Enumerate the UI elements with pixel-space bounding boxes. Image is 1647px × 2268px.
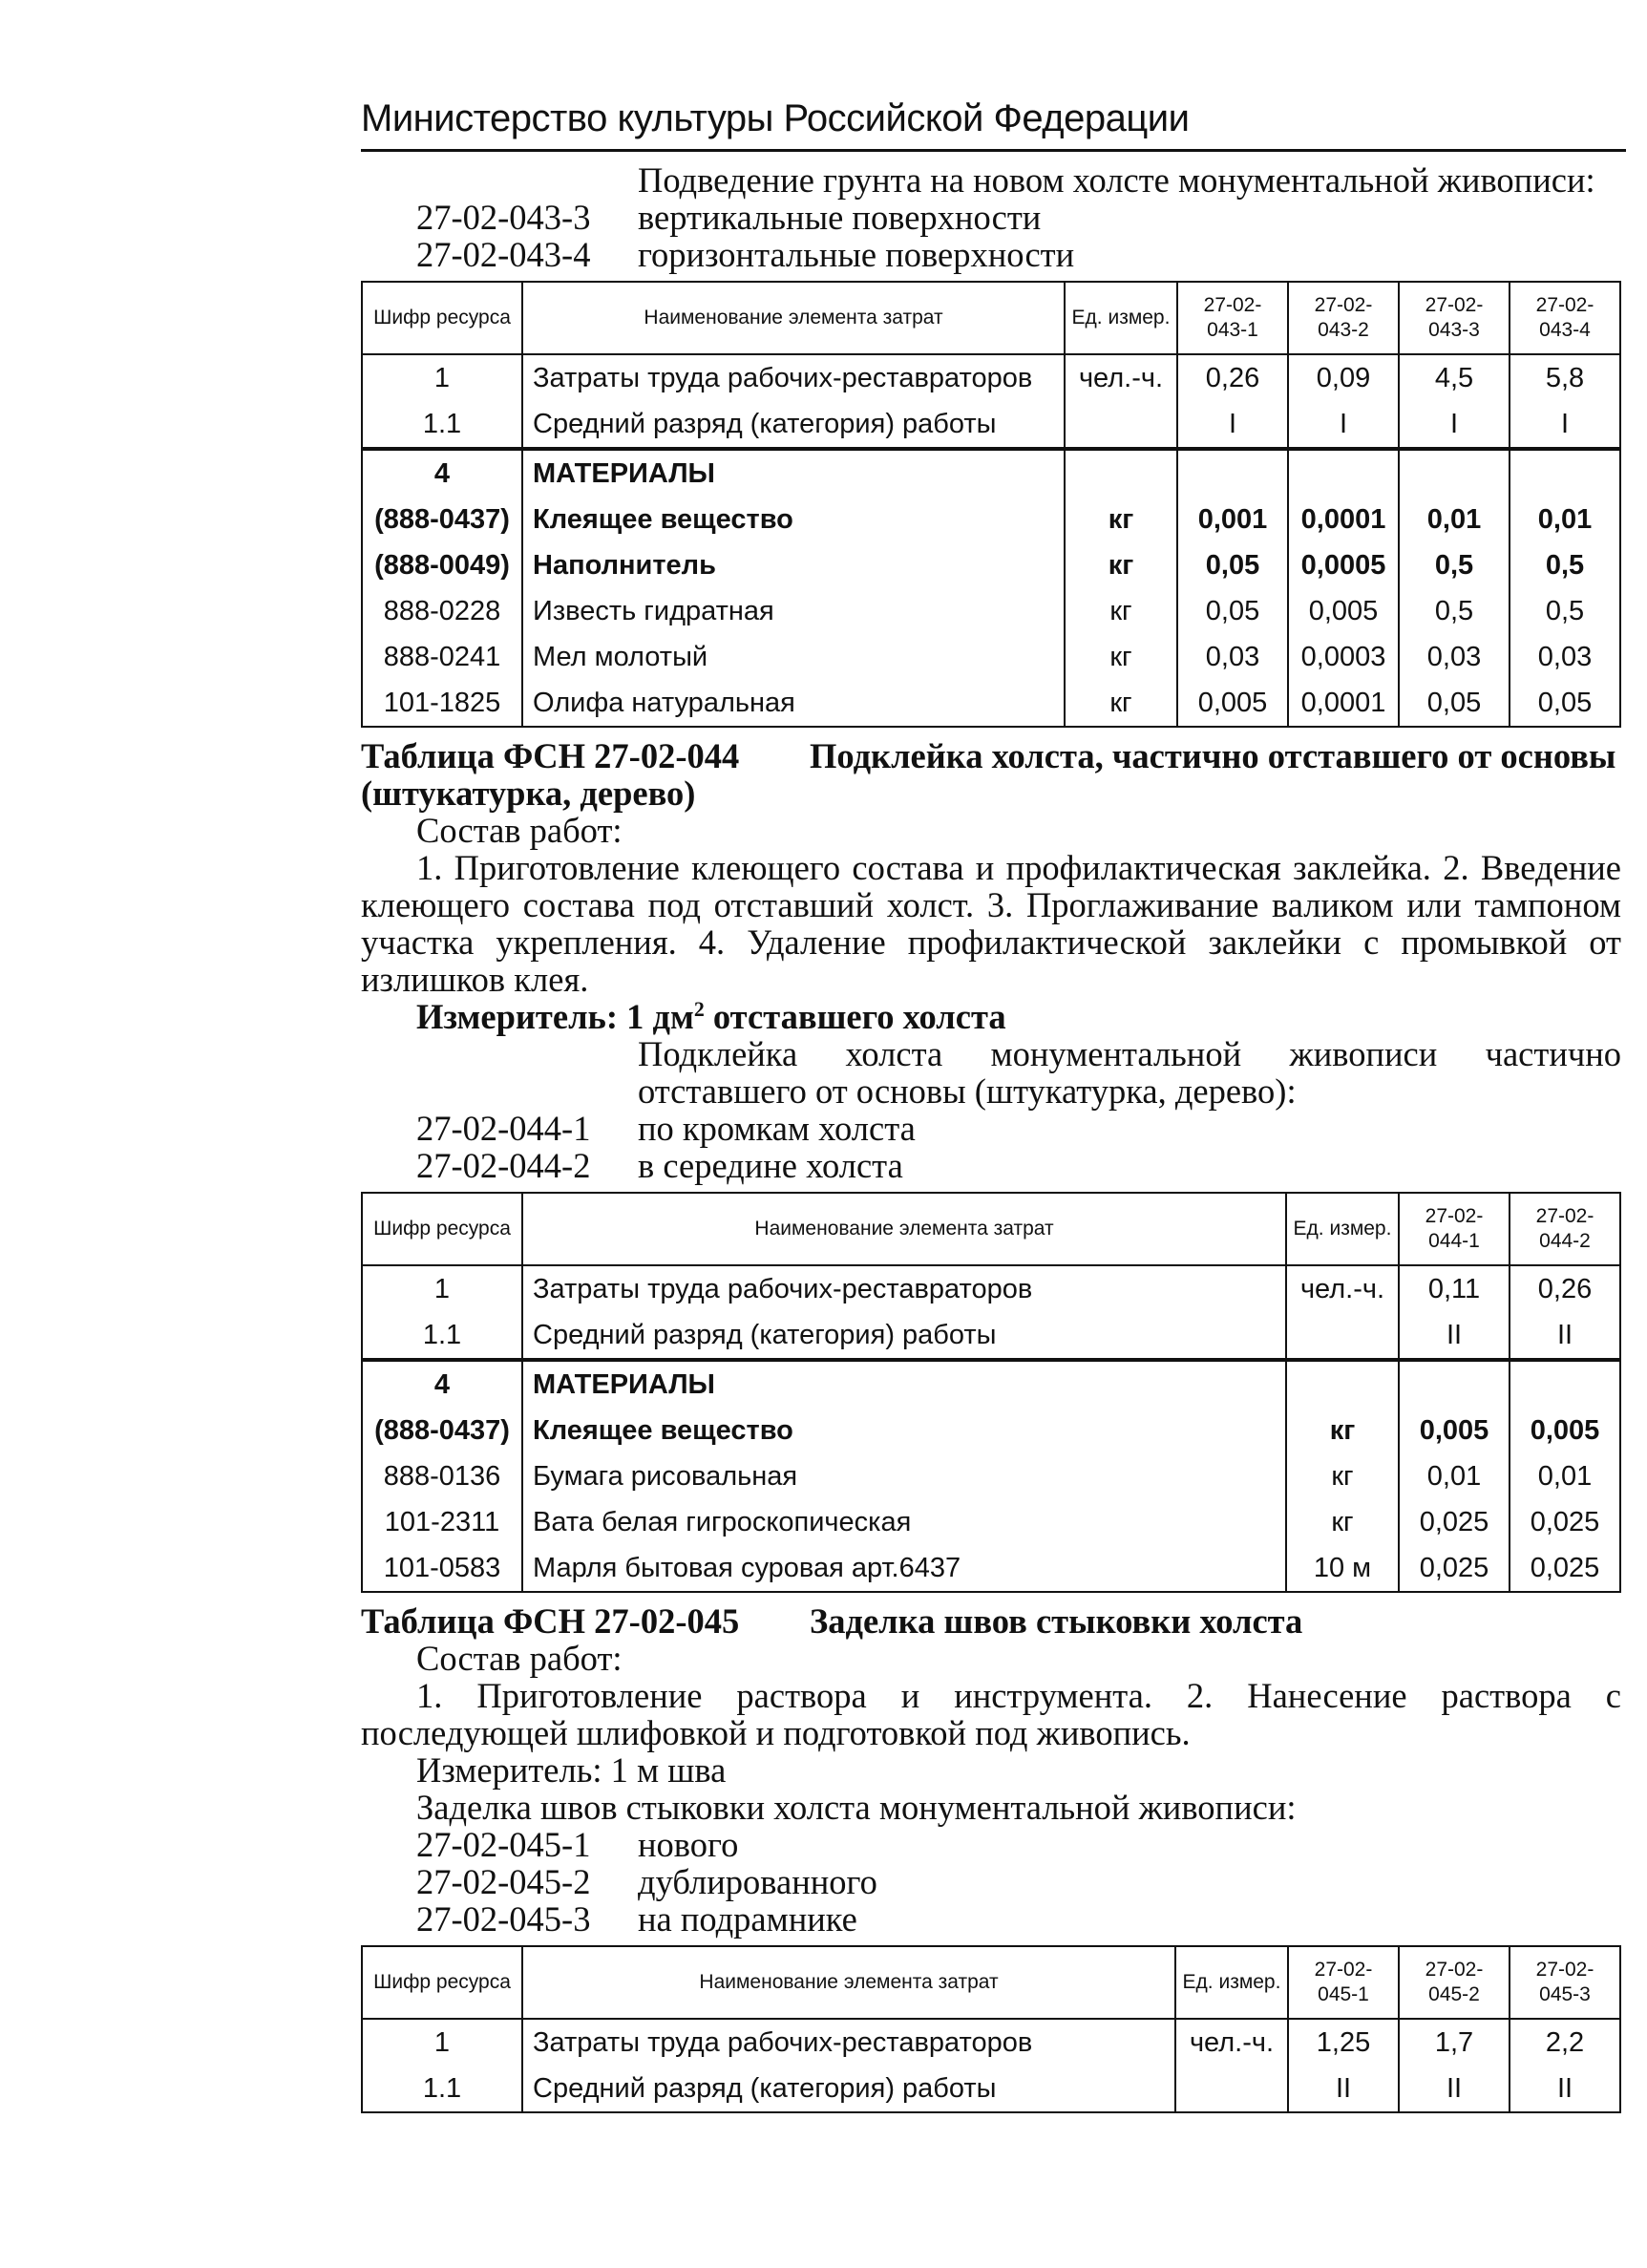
measure-prefix: Измеритель: 1 дм bbox=[416, 997, 694, 1036]
table-row bbox=[362, 497, 1620, 542]
cell-unit: кг bbox=[1065, 680, 1177, 727]
cell-value: 0,025 bbox=[1510, 1499, 1620, 1545]
cell-value bbox=[1177, 449, 1288, 497]
cell-unit bbox=[1286, 1312, 1399, 1360]
item-text: горизонтальные поверхности bbox=[638, 235, 1075, 274]
table-row bbox=[362, 634, 1620, 680]
cell-unit: чел.-ч. bbox=[1286, 1265, 1399, 1312]
table-row bbox=[362, 1499, 1620, 1545]
header-col: 27-02-043-1 bbox=[1177, 282, 1288, 354]
block-item bbox=[361, 1147, 1621, 1184]
header-name: Наименование элемента затрат bbox=[522, 1193, 1286, 1265]
header-unit: Ед. измер. bbox=[1065, 282, 1177, 354]
cell-value: I bbox=[1288, 401, 1399, 449]
cell-name: Средний разряд (категория) работы bbox=[522, 401, 1065, 449]
header-col: 27-02-044-1 bbox=[1399, 1193, 1510, 1265]
works-text: 1. Приготовление клеющего состава и профилактическая заклейка. 2. Введение клеющего состава под отставший холст. 3. Проглаживание валиком или тампоном участка укрепления. 4. Удаление профилактической заклейки с промывкой от излишков клея. bbox=[361, 848, 1621, 999]
cell-name: Известь гидратная bbox=[522, 588, 1065, 634]
cell-value: II bbox=[1510, 1312, 1620, 1360]
measure-suffix: отставшего холста bbox=[704, 997, 1006, 1036]
block1-item bbox=[361, 199, 1621, 236]
block-heading: Заделка швов стыковки холста монументальной живописи: bbox=[416, 1788, 1297, 1827]
cell-value: 2,2 bbox=[1510, 2019, 1620, 2066]
cell-value: 0,05 bbox=[1177, 588, 1288, 634]
header-col: 27-02-043-2 bbox=[1288, 282, 1399, 354]
cell-code: 101-0583 bbox=[362, 1545, 522, 1592]
cell-name: МАТЕРИАЛЫ bbox=[522, 1360, 1286, 1408]
cell-value: 0,05 bbox=[1399, 680, 1510, 727]
cell-code: 1.1 bbox=[362, 2066, 522, 2112]
header-col: 27-02-044-2 bbox=[1510, 1193, 1620, 1265]
cell-unit: кг bbox=[1065, 497, 1177, 542]
table-row bbox=[362, 354, 1620, 401]
table-title bbox=[361, 737, 1621, 774]
cell-code: 888-0136 bbox=[362, 1453, 522, 1499]
cell-unit: кг bbox=[1065, 542, 1177, 588]
cell-name: Вата белая гигроскопическая bbox=[522, 1499, 1286, 1545]
block-heading: Подклейка холста монументальной живописи частично отставшего от основы (штукатурка, дерево): bbox=[638, 1034, 1621, 1111]
table-row bbox=[362, 588, 1620, 634]
header-code: Шифр ресурса bbox=[362, 282, 522, 354]
cell-unit: чел.-ч. bbox=[1065, 354, 1177, 401]
cell-value bbox=[1399, 1360, 1510, 1408]
block1-heading: Подведение грунта на новом холсте монументальной живописи: bbox=[638, 160, 1595, 200]
cell-value: 1,25 bbox=[1288, 2019, 1399, 2066]
item-code: 27-02-044-2 bbox=[416, 1146, 591, 1185]
header-rule bbox=[361, 149, 1626, 152]
cell-code: (888-0437) bbox=[362, 1408, 522, 1453]
measure bbox=[361, 998, 1621, 1035]
cell-value: 0,03 bbox=[1510, 634, 1620, 680]
cell-code: 101-1825 bbox=[362, 680, 522, 727]
item-code: 27-02-045-3 bbox=[416, 1899, 591, 1939]
resource-table-1 bbox=[361, 281, 1621, 728]
cell-value: 0,0003 bbox=[1288, 634, 1399, 680]
header-name: Наименование элемента затрат bbox=[522, 282, 1065, 354]
cell-value: 0,0001 bbox=[1288, 497, 1399, 542]
cell-value: 0,09 bbox=[1288, 354, 1399, 401]
table-title-text: Заделка швов стыковки холста bbox=[810, 1601, 1303, 1641]
block1 bbox=[361, 161, 1621, 273]
header-code: Шифр ресурса bbox=[362, 1946, 522, 2019]
block1-item bbox=[361, 236, 1621, 273]
cell-code: 1.1 bbox=[362, 401, 522, 449]
measure-sup: 2 bbox=[693, 996, 705, 1021]
cell-unit bbox=[1065, 449, 1177, 497]
cell-value: 0,5 bbox=[1399, 588, 1510, 634]
cell-code: 888-0228 bbox=[362, 588, 522, 634]
section-045 bbox=[361, 1602, 1621, 1938]
header-col: 27-02-045-1 bbox=[1288, 1946, 1399, 2019]
cell-value: 0,5 bbox=[1399, 542, 1510, 588]
table-row bbox=[362, 1453, 1620, 1499]
table-title-text: Подклейка холста, частично отставшего от основы bbox=[810, 736, 1616, 775]
resource-table-3 bbox=[361, 1945, 1621, 2113]
table-row bbox=[362, 1312, 1620, 1360]
cell-name: Средний разряд (категория) работы bbox=[522, 2066, 1175, 2112]
cell-value: 5,8 bbox=[1510, 354, 1620, 401]
cell-name: Клеящее вещество bbox=[522, 497, 1065, 542]
cell-unit bbox=[1065, 401, 1177, 449]
cell-name: Затраты труда рабочих-реставраторов bbox=[522, 2019, 1175, 2066]
header-col: 27-02-045-3 bbox=[1510, 1946, 1620, 2019]
header-col: 27-02-043-4 bbox=[1510, 282, 1620, 354]
table-row bbox=[362, 680, 1620, 727]
cell-unit bbox=[1286, 1360, 1399, 1408]
cell-unit: чел.-ч. bbox=[1175, 2019, 1288, 2066]
block-item bbox=[361, 1863, 1621, 1900]
cell-value: 0,05 bbox=[1510, 680, 1620, 727]
table-row bbox=[362, 1360, 1620, 1408]
cell-value: 0,001 bbox=[1177, 497, 1288, 542]
table-header-row bbox=[362, 282, 1620, 354]
table-row bbox=[362, 2066, 1620, 2112]
cell-code: 1 bbox=[362, 354, 522, 401]
cell-value: I bbox=[1399, 401, 1510, 449]
table-title-continuation: (штукатурка, дерево) bbox=[361, 774, 696, 813]
table-header-row bbox=[362, 1193, 1620, 1265]
cell-value bbox=[1399, 449, 1510, 497]
cell-value: 0,01 bbox=[1399, 497, 1510, 542]
cell-value: I bbox=[1510, 401, 1620, 449]
item-text: по кромкам холста bbox=[638, 1109, 916, 1148]
item-text: вертикальные поверхности bbox=[638, 198, 1042, 237]
cell-value: 0,005 bbox=[1399, 1408, 1510, 1453]
item-code: 27-02-043-3 bbox=[416, 198, 591, 237]
cell-code: 4 bbox=[362, 1360, 522, 1408]
cell-value: 4,5 bbox=[1399, 354, 1510, 401]
cell-name: Затраты труда рабочих-реставраторов bbox=[522, 1265, 1286, 1312]
block-item bbox=[361, 1826, 1621, 1863]
cell-value: 0,025 bbox=[1399, 1545, 1510, 1592]
cell-code: 1 bbox=[362, 2019, 522, 2066]
table-row bbox=[362, 2019, 1620, 2066]
cell-code: (888-0049) bbox=[362, 542, 522, 588]
cell-value: 0,025 bbox=[1510, 1545, 1620, 1592]
cell-code: 1 bbox=[362, 1265, 522, 1312]
table-row bbox=[362, 1545, 1620, 1592]
cell-code: 888-0241 bbox=[362, 634, 522, 680]
header-col: 27-02-045-2 bbox=[1399, 1946, 1510, 2019]
cell-name: Бумага рисовальная bbox=[522, 1453, 1286, 1499]
cell-name: Средний разряд (категория) работы bbox=[522, 1312, 1286, 1360]
table-header-row bbox=[362, 1946, 1620, 2019]
cell-value: I bbox=[1177, 401, 1288, 449]
cell-name: Олифа натуральная bbox=[522, 680, 1065, 727]
cell-value: 0,5 bbox=[1510, 542, 1620, 588]
cell-value bbox=[1288, 449, 1399, 497]
cell-name: Мел молотый bbox=[522, 634, 1065, 680]
cell-value: 0,01 bbox=[1510, 1453, 1620, 1499]
table-title bbox=[361, 1602, 1621, 1640]
header-unit: Ед. измер. bbox=[1286, 1193, 1399, 1265]
item-text: дублированного bbox=[638, 1862, 877, 1901]
cell-value: II bbox=[1510, 2066, 1620, 2112]
cell-value: 0,005 bbox=[1510, 1408, 1620, 1453]
item-text: в середине холста bbox=[638, 1146, 903, 1185]
cell-value: 0,0001 bbox=[1288, 680, 1399, 727]
item-code: 27-02-043-4 bbox=[416, 235, 591, 274]
cell-value: 0,01 bbox=[1510, 497, 1620, 542]
header-name: Наименование элемента затрат bbox=[522, 1946, 1175, 2019]
block-item bbox=[361, 1110, 1621, 1147]
cell-code: 101-2311 bbox=[362, 1499, 522, 1545]
cell-value: 0,5 bbox=[1510, 588, 1620, 634]
cell-unit: кг bbox=[1065, 588, 1177, 634]
cell-value: 0,01 bbox=[1399, 1453, 1510, 1499]
cell-value: 0,025 bbox=[1399, 1499, 1510, 1545]
running-head: Министерство культуры Российской Федерации bbox=[361, 97, 1190, 139]
cell-value: 0,26 bbox=[1177, 354, 1288, 401]
table-number: Таблица ФСН 27-02-044 bbox=[361, 736, 740, 775]
cell-code: 4 bbox=[362, 449, 522, 497]
table-row bbox=[362, 1265, 1620, 1312]
cell-value: 0,03 bbox=[1177, 634, 1288, 680]
table-number: Таблица ФСН 27-02-045 bbox=[361, 1601, 740, 1641]
works-label: Состав работ: bbox=[416, 1639, 623, 1678]
cell-value bbox=[1510, 1360, 1620, 1408]
cell-value: II bbox=[1399, 1312, 1510, 1360]
item-code: 27-02-045-2 bbox=[416, 1862, 591, 1901]
header-code: Шифр ресурса bbox=[362, 1193, 522, 1265]
header-unit: Ед. измер. bbox=[1175, 1946, 1288, 2019]
table-row bbox=[362, 542, 1620, 588]
cell-value bbox=[1510, 449, 1620, 497]
cell-value: 0,03 bbox=[1399, 634, 1510, 680]
item-code: 27-02-045-1 bbox=[416, 1825, 591, 1864]
header-col: 27-02-043-3 bbox=[1399, 282, 1510, 354]
works-label: Состав работ: bbox=[416, 811, 623, 850]
cell-value: 0,005 bbox=[1288, 588, 1399, 634]
cell-code: 1.1 bbox=[362, 1312, 522, 1360]
cell-value: 0,005 bbox=[1177, 680, 1288, 727]
item-text: на подрамнике bbox=[638, 1899, 857, 1939]
cell-value: 0,26 bbox=[1510, 1265, 1620, 1312]
item-text: нового bbox=[638, 1825, 739, 1864]
cell-value: 0,11 bbox=[1399, 1265, 1510, 1312]
cell-value: 1,7 bbox=[1399, 2019, 1510, 2066]
cell-unit: 10 м bbox=[1286, 1545, 1399, 1592]
cell-name: Затраты труда рабочих-реставраторов bbox=[522, 354, 1065, 401]
cell-unit: кг bbox=[1065, 634, 1177, 680]
cell-unit bbox=[1175, 2066, 1288, 2112]
section-044 bbox=[361, 737, 1621, 1184]
cell-code: (888-0437) bbox=[362, 497, 522, 542]
cell-name: МАТЕРИАЛЫ bbox=[522, 449, 1065, 497]
resource-table-2 bbox=[361, 1192, 1621, 1593]
cell-unit: кг bbox=[1286, 1499, 1399, 1545]
cell-name: Наполнитель bbox=[522, 542, 1065, 588]
measure: Измеритель: 1 м шва bbox=[416, 1750, 727, 1790]
page bbox=[361, 92, 1621, 2123]
table-row bbox=[362, 1408, 1620, 1453]
block-item bbox=[361, 1900, 1621, 1938]
cell-unit: кг bbox=[1286, 1453, 1399, 1499]
cell-name: Марля бытовая суровая арт.6437 bbox=[522, 1545, 1286, 1592]
table-row bbox=[362, 449, 1620, 497]
cell-value: 0,0005 bbox=[1288, 542, 1399, 588]
works-text: 1. Приготовление раствора и инструмента. 2. Нанесение раствора с последующей шлифовкой и подготовкой под живопись. bbox=[361, 1676, 1621, 1752]
cell-value: 0,05 bbox=[1177, 542, 1288, 588]
cell-name: Клеящее вещество bbox=[522, 1408, 1286, 1453]
cell-value: II bbox=[1288, 2066, 1399, 2112]
cell-unit: кг bbox=[1286, 1408, 1399, 1453]
table-row bbox=[362, 401, 1620, 449]
cell-value: II bbox=[1399, 2066, 1510, 2112]
item-code: 27-02-044-1 bbox=[416, 1109, 591, 1148]
